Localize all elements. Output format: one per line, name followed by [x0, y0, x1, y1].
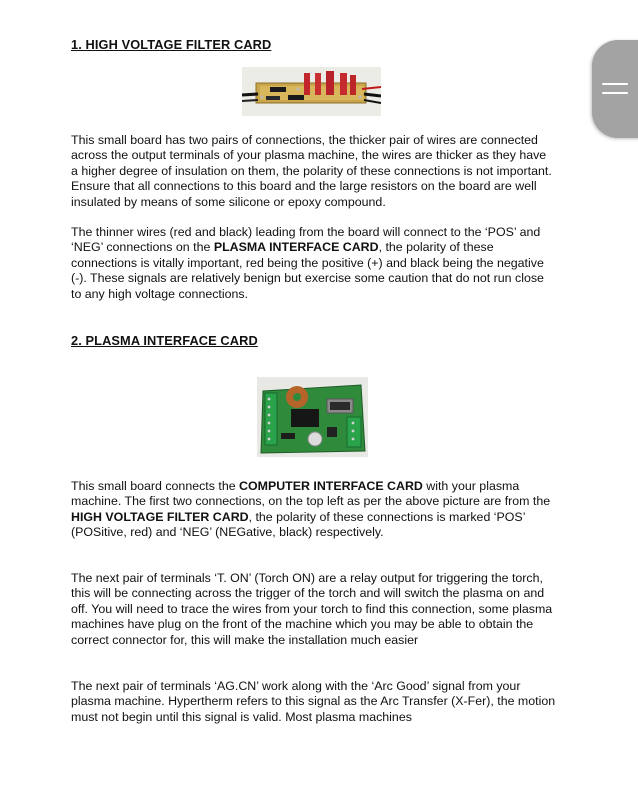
- hamburger-menu-icon: [602, 83, 628, 85]
- hamburger-menu-icon-line: [602, 92, 628, 94]
- section2-paragraph3: The next pair of terminals ‘AG.CN’ work along with the ‘Arc Good’ signal from your plasma machine. Hypertherm refers to this signal as the Arc Transfer (X-Fer), the motion must not begin until this signal is valid. Most plasma machines: [71, 679, 556, 724]
- bold-text: COMPUTER INTERFACE CARD: [239, 479, 423, 493]
- bold-text: PLASMA INTERFACE CARD: [213, 240, 379, 255]
- plasma-interface-card-image: [257, 377, 368, 457]
- section1-paragraph1: This small board has two pairs of connections, the thicker pair of wires are connected across the output terminals of your plasma machine, the wires are thicker as they have a higher degree of insulation on them, the polarity of these connections is not important. Ensure that all connections to this board and the large resistors on the board are well insulated by means of some silicone or epoxy compound.: [71, 133, 552, 209]
- sidebar-toggle-tab[interactable]: [592, 40, 638, 138]
- plasma-interface-card-photo: [257, 377, 368, 457]
- bold-text: HIGH VOLTAGE FILTER CARD: [71, 509, 249, 524]
- text-run: , the polarity of these connections is marked ‘POS’ (POSitive, red) and ‘NEG’ (NEGative, black) respectively.: [71, 509, 525, 540]
- section2-paragraph2: The next pair of terminals ‘T. ON’ (Torch ON) are a relay output for triggering the torch, this will be connecting across the trigger of the torch and will switch the plasma on and off. You will need to trace the wires from your torch to find this connection, some plasma machines have plug on the front of the machine which you may be able to obtain the correct connector for, this will make the installation much easier: [71, 571, 553, 647]
- section1-heading: 1. HIGH VOLTAGE FILTER CARD: [71, 37, 272, 52]
- section2-paragraph1: [71, 479, 556, 541]
- section2-heading: 2. PLASMA INTERFACE CARD: [71, 333, 258, 348]
- hv-filter-card-image: [242, 67, 381, 116]
- section1-paragraph2: [71, 225, 556, 302]
- text-run: The thinner wires (red and black) leading from the board will connect to the ‘POS’ and ‘NEG’ connections on the: [71, 225, 541, 255]
- text-run: with your plasma machine. The first two connections, on the top left as per the above picture are from the: [71, 479, 551, 509]
- text-run: This small board connects the: [71, 479, 240, 493]
- hv-filter-card-photo: [242, 67, 381, 116]
- text-run: , the polarity of these connections is vitally important, red being the positive (+) and black being the negative (-). These signals are relatively benign but exercise some caution that do not run close to any high voltage connections.: [71, 240, 544, 301]
